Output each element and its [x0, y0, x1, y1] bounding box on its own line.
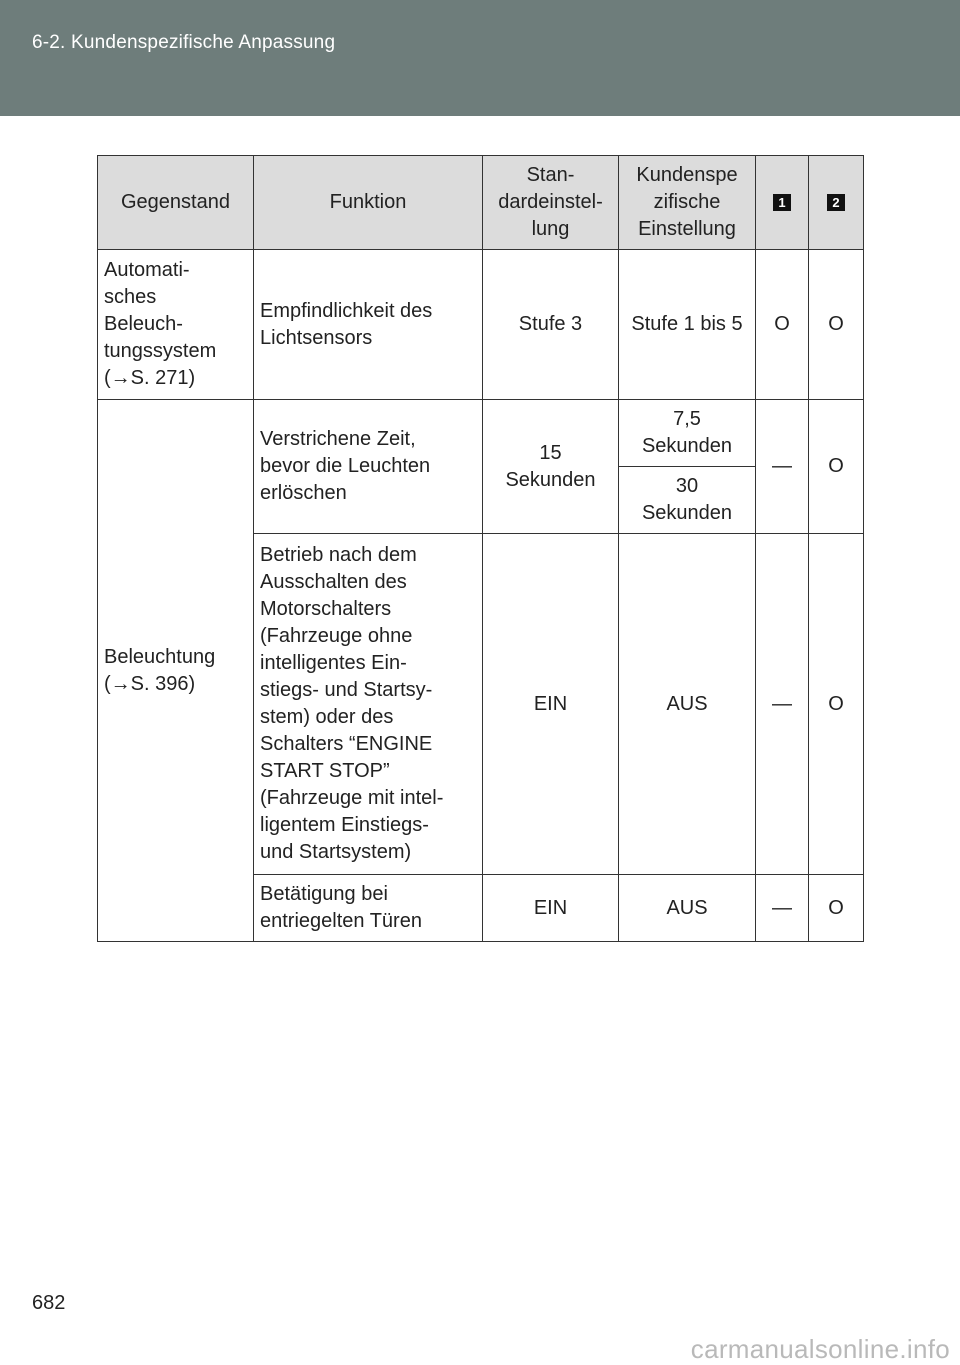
cell-custom: AUS	[619, 875, 756, 942]
cell-item: Beleuchtung (→S. 396)	[98, 400, 254, 942]
col-header-function: Funktion	[254, 156, 483, 250]
cell-mark1: —	[756, 534, 809, 875]
col-header-item: Gegenstand	[98, 156, 254, 250]
badge-2-icon: 2	[827, 194, 845, 211]
customization-table	[97, 155, 864, 942]
cell-default: EIN	[483, 534, 619, 875]
section-title: 6-2. Kundenspezifische Anpassung	[32, 32, 336, 53]
cell-default: EIN	[483, 875, 619, 942]
cell-function: Verstrichene Zeit, bevor die Leuchten erlöschen	[254, 400, 483, 534]
table-row	[98, 250, 864, 400]
cell-item: Automati- sches Beleuch- tungssystem (→S. 271)	[98, 250, 254, 400]
col-header-custom: Kundenspe zifische Einstellung	[619, 156, 756, 250]
cell-mark2: O	[809, 534, 864, 875]
table-header-row	[98, 156, 864, 250]
col-header-default: Stan- dardeinstel- lung	[483, 156, 619, 250]
cell-mark2: O	[809, 400, 864, 534]
cell-function: Empfindlichkeit des Lichtsensors	[254, 250, 483, 400]
cell-custom-option: 7,5 Sekunden	[619, 400, 756, 467]
col-header-2	[809, 156, 864, 250]
cell-mark1: O	[756, 250, 809, 400]
cell-default: 15 Sekunden	[483, 400, 619, 534]
cell-mark2: O	[809, 875, 864, 942]
cell-default: Stufe 3	[483, 250, 619, 400]
cell-mark1: —	[756, 400, 809, 534]
cell-custom-option: 30 Sekunden	[619, 467, 756, 534]
cell-mark1: —	[756, 875, 809, 942]
cell-function: Betätigung bei entriegelten Türen	[254, 875, 483, 942]
cell-mark2: O	[809, 250, 864, 400]
cell-custom: AUS	[619, 534, 756, 875]
page-header	[0, 0, 960, 116]
badge-1-icon: 1	[773, 194, 791, 211]
page-number: 682	[32, 1292, 66, 1314]
table-row	[98, 400, 864, 467]
col-header-1	[756, 156, 809, 250]
cell-function: Betrieb nach dem Ausschalten des Motorschalters (Fahrzeuge ohne intelligentes Ein- stiegs- und Startsy- stem) oder des Schalters “ENGINE START STOP” (Fahrzeuge mit intel- ligentem Einstiegs- und Startsystem)	[254, 534, 483, 875]
cell-custom: Stufe 1 bis 5	[619, 250, 756, 400]
watermark: carmanualsonline.info	[690, 1334, 950, 1364]
